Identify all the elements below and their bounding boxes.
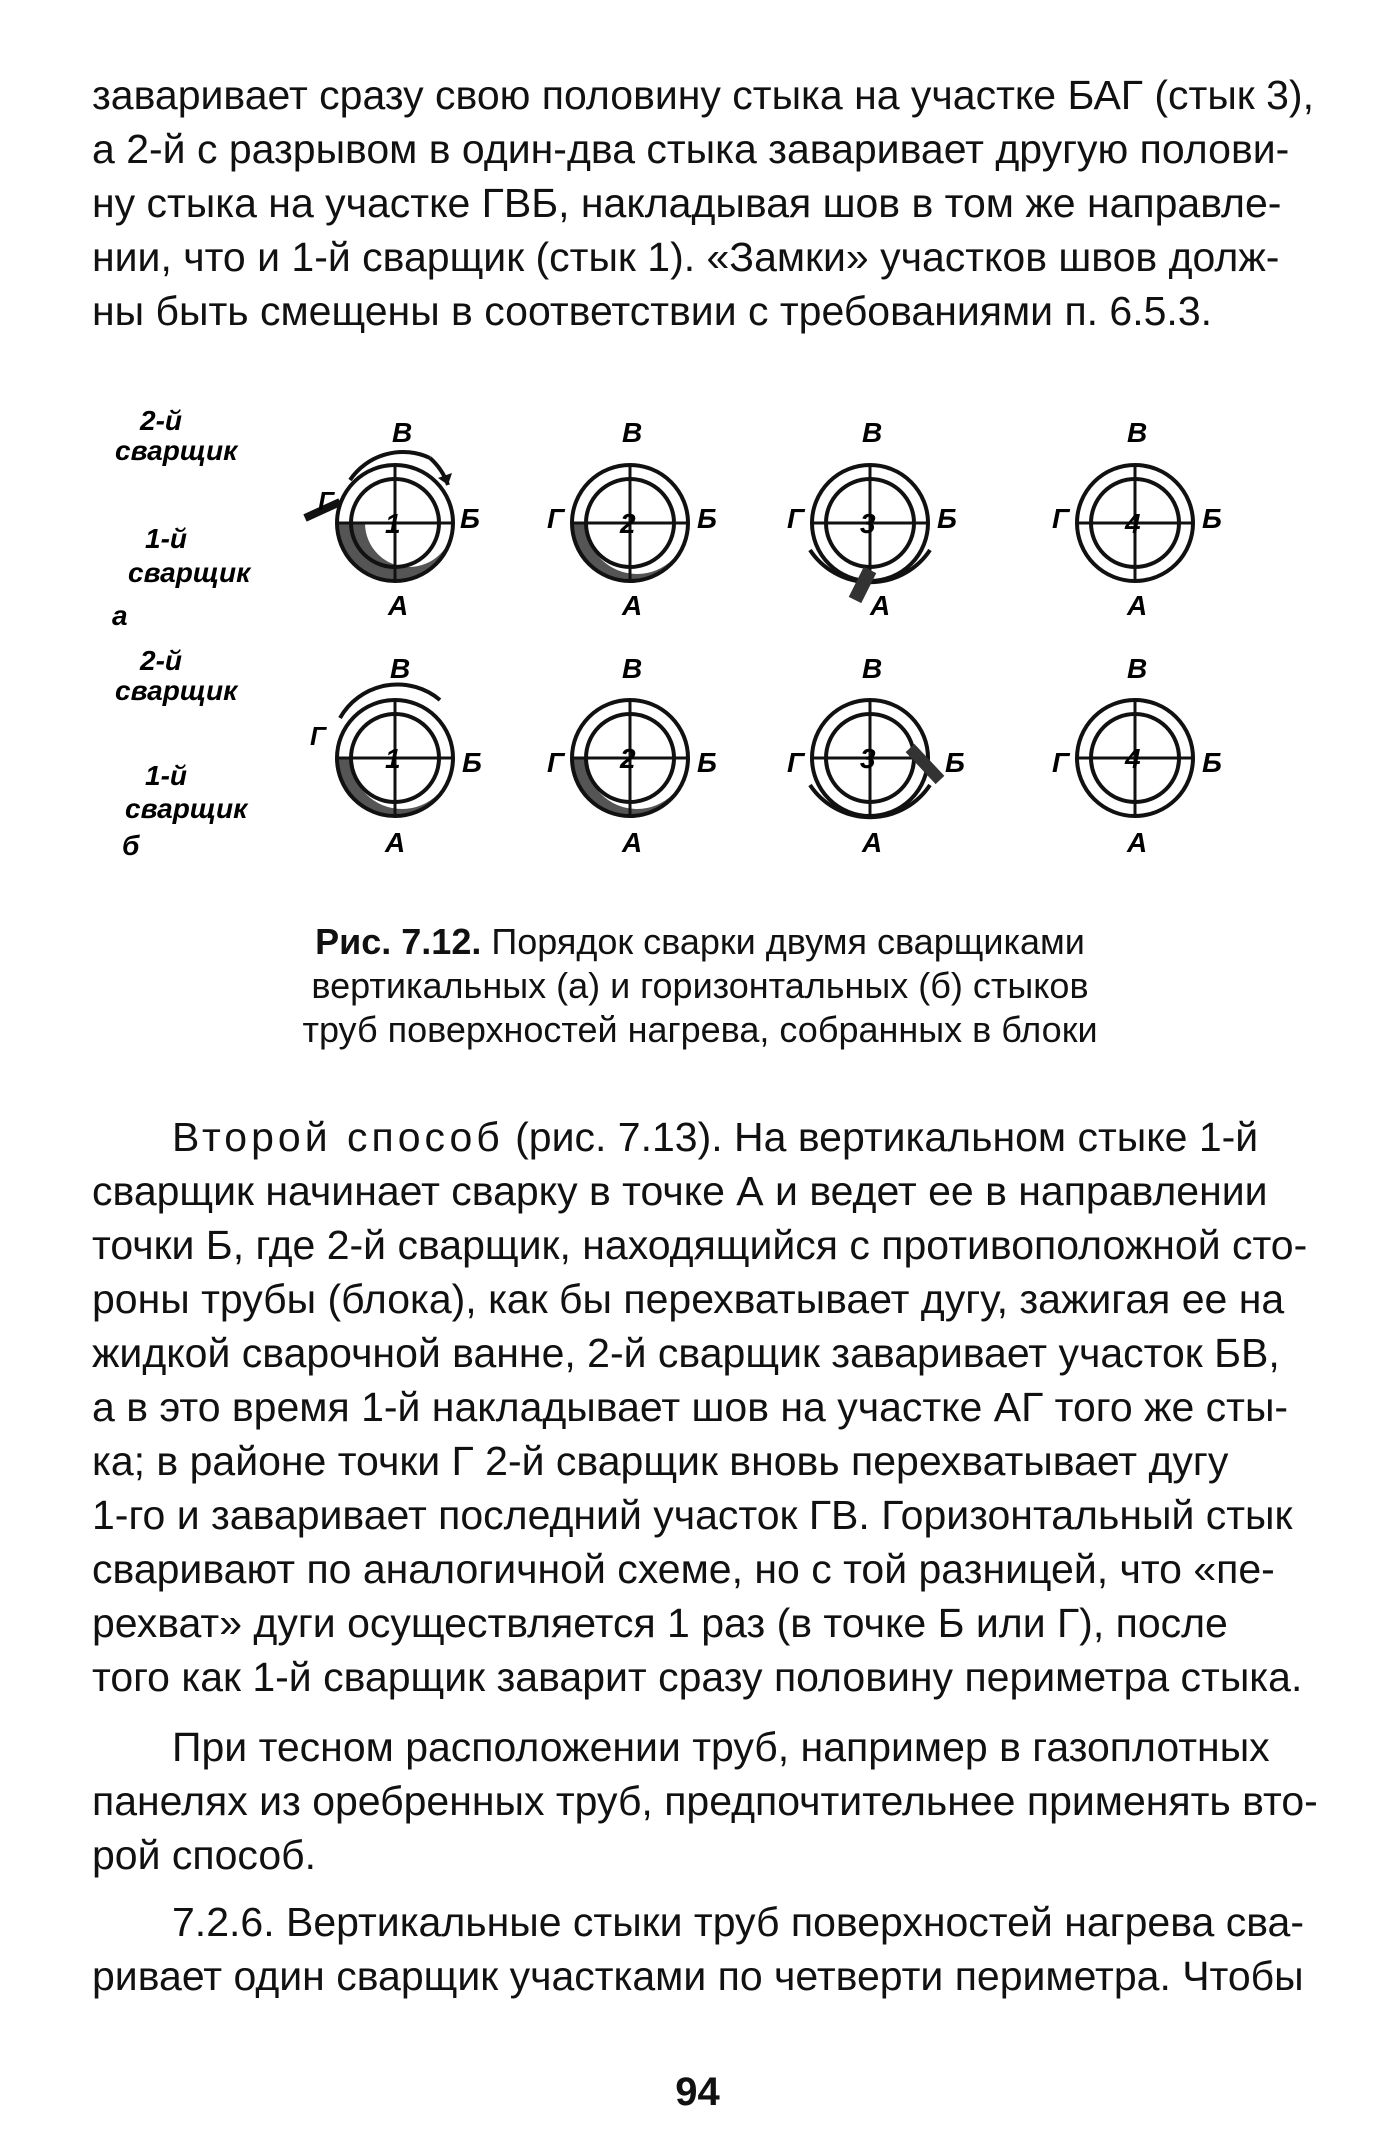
text-line: заваривает сразу свою половину стыка на участке БАГ (стык 3), [92,72,1314,118]
point-label-right: Б [462,747,482,778]
point-label-left: Г [547,747,565,778]
welder1-label-a: сварщик [128,557,251,588]
point-label-top: В [622,417,643,448]
tight-layout-paragraph [92,1720,1318,1882]
text-line: нии, что и 1-й сварщик (стык 1). «Замки» участков швов долж- [92,234,1280,280]
joint-b3 [787,653,965,858]
point-label-bottom: А [1127,590,1148,621]
point-label-right: Б [945,747,965,778]
text-line: роны трубы (блока), как бы перехватывает дугу, зажигая ее на [92,1276,1285,1322]
welder1-label-b: 1-й [145,760,187,791]
point-label-right: Б [697,747,717,778]
row-b-label: б [122,830,140,861]
text-line: ка; в районе точки Г 2-й сварщик вновь перехватывает дугу [92,1438,1229,1484]
caption-label: Рис. 7.12. [315,921,482,962]
point-label-bottom: А [862,827,883,858]
text-line: рой способ. [92,1832,317,1878]
text-line: ну стыка на участке ГВБ, накладывая шов в том же направле- [92,180,1282,226]
text-line: панелях из оребренных труб, предпочтительнее применять вто- [92,1778,1318,1824]
joint-b1 [310,653,482,858]
page-number: 94 [675,2070,720,2114]
joint-number: 4 [1125,743,1141,774]
point-label-top: В [862,653,883,684]
caption-line [150,920,1250,964]
text-line: того как 1-й сварщик заварит сразу половину периметра стыка. [92,1654,1303,1700]
joint-number: 2 [620,743,636,774]
spaced-heading: Второй способ [172,1114,504,1160]
joint-b4 [1052,653,1222,858]
caption-text: Порядок сварки двумя сварщиками [481,921,1085,962]
point-label-bottom: А [1127,827,1148,858]
text-line: рехват» дуги осуществляется 1 раз (в точке Б или Г), после [92,1600,1228,1646]
row-a-label: а [112,600,128,631]
point-label-bottom: А [622,590,643,621]
joint-number: 3 [860,743,876,774]
point-label-left: Г [1052,503,1070,534]
point-label-left: Г [1052,747,1070,778]
caption-line: вертикальных (а) и горизонтальных (б) стыков [311,965,1089,1006]
point-label-left: Г [787,503,805,534]
point-label-right: Б [1202,747,1222,778]
point-label-left: Г [310,721,326,751]
text-line: ривает один сварщик участками по четверти периметра. Чтобы [92,1953,1304,1999]
point-label-top: В [390,653,411,684]
joint-number: 4 [1125,508,1141,539]
text-line: 7.2.6. Вертикальные стыки труб поверхностей нагрева сва- [172,1899,1304,1945]
joint-a4 [1052,417,1222,621]
text-line: а в это время 1-й накладывает шов на участке АГ того же сты- [92,1384,1289,1430]
point-label-bottom: А [385,827,406,858]
point-label-left: Г [787,747,805,778]
text-line [92,1110,1268,1164]
point-label-top: В [622,653,643,684]
text-line: 1-го и заваривает последний участок ГВ. Горизонтальный стык [92,1492,1293,1538]
joint-a3 [787,417,957,621]
point-label-top: В [1127,417,1148,448]
text-line: а 2-й с разрывом в один-два стыка заваривает другую полови- [92,126,1290,172]
section-7-2-6-paragraph [92,1895,1304,2003]
welder1-label-a: 1-й [145,523,187,554]
text-line: сваривают по аналогичной схеме, но с той разницей, что «пе- [92,1546,1275,1592]
point-label-bottom: А [622,827,643,858]
point-label-right: Б [460,503,480,534]
text-line: ны быть смещены в соответствии с требованиями п. 6.5.3. [92,288,1213,334]
point-label-left: Г [547,503,565,534]
welder1-label-b: сварщик [125,793,248,824]
welder2-label-b: 2-й [140,645,182,676]
joint-number: 2 [620,508,636,539]
joint-number: 3 [860,508,876,539]
top-paragraph [92,68,1314,338]
text-line: сварщик начинает сварку в точке А и ведет ее в направлении [92,1168,1268,1214]
point-label-left: Г [318,486,334,516]
joint-number: 1 [385,508,401,539]
point-label-right: Б [697,503,717,534]
welder2-label-a: сварщик [115,435,238,466]
joint-b2 [547,653,717,858]
caption-line: труб поверхностей нагрева, собранных в блоки [302,1009,1098,1050]
figure-drawing [100,400,1300,905]
joint-number: 1 [385,743,401,774]
point-label-top: В [862,417,883,448]
point-label-bottom: А [388,590,409,621]
welding-order-figure [100,400,1300,905]
text-fragment: (рис. 7.13). На вертикальном стыке 1-й [503,1114,1259,1160]
point-label-top: В [392,417,413,448]
welder2-label-a: 2-й [140,405,182,436]
point-label-bottom: А [870,590,891,621]
joint-a2 [547,417,717,621]
joint-a1 [305,417,480,621]
text-line: При тесном расположении труб, например в газоплотных [172,1724,1270,1770]
point-label-right: Б [1202,503,1222,534]
figure-caption [150,920,1250,1052]
point-label-top: В [1127,653,1148,684]
text-line: точки Б, где 2-й сварщик, находящийся с противоположной сто- [92,1222,1308,1268]
welder2-label-b: сварщик [115,675,238,706]
point-label-right: Б [937,503,957,534]
second-method-paragraph [92,1110,1308,1704]
text-line: жидкой сварочной ванне, 2-й сварщик заваривает участок БВ, [92,1330,1280,1376]
